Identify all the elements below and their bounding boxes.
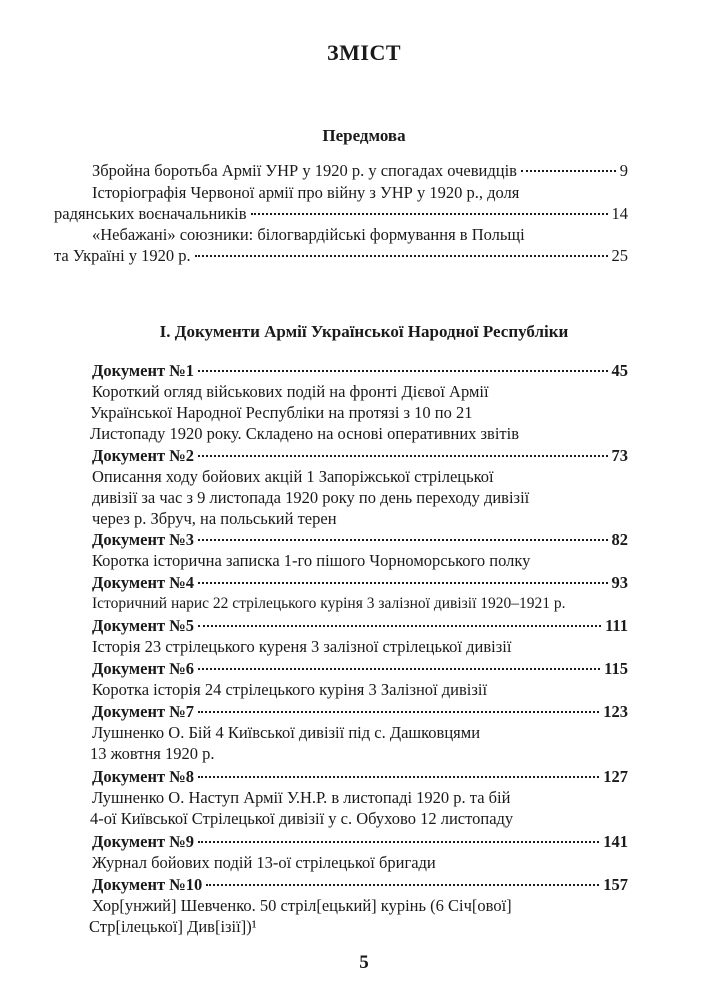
leader-dots xyxy=(198,841,599,843)
entry-title-line: радянських воєначальників xyxy=(54,204,247,223)
toc-entry-document-3[interactable] xyxy=(92,529,628,571)
leader-dots xyxy=(521,170,616,172)
leader-dots xyxy=(198,455,607,457)
toc-entry-document-6[interactable] xyxy=(92,658,628,700)
document-title-line: Стр[ілецької] Див[ізії])¹ xyxy=(89,917,257,936)
entry-title: Збройна боротьба Армії УНР у 1920 р. у спогадах очевидців xyxy=(92,161,517,180)
entry-title-line: Історіографія Червоної армії про війну з УНР у 1920 р., доля xyxy=(92,183,520,202)
page-title: ЗМІСТ xyxy=(327,40,401,65)
document-title-line: Хор[унжий] Шевченко. 50 стріл[ецький] курінь (6 Січ[ової] xyxy=(92,896,512,915)
toc-entry-document-9[interactable] xyxy=(92,831,628,873)
toc-entry-document-4[interactable] xyxy=(92,572,628,614)
toc-entry-document-7[interactable] xyxy=(92,701,628,764)
leader-dots xyxy=(198,625,601,627)
document-label: Документ №9 xyxy=(92,832,195,851)
document-title-line: Лушненко О. Бій 4 Київської дивізії під с. Дашковцями xyxy=(92,723,481,742)
document-label: Документ №8 xyxy=(92,767,195,786)
page-ref: 82 xyxy=(611,530,628,549)
page-ref: 73 xyxy=(611,446,628,465)
leader-dots xyxy=(198,776,599,778)
page-ref: 14 xyxy=(611,204,628,223)
document-label: Документ №6 xyxy=(92,659,195,678)
document-title-line: Листопаду 1920 року. Складено на основі оперативних звітів xyxy=(90,424,520,443)
preface-heading: Передмова xyxy=(322,126,406,145)
document-title-line: Історія 23 стрілецького куреня 3 залізної стрілецької дивізії xyxy=(92,637,512,656)
toc-entry-preface-3[interactable] xyxy=(54,224,628,266)
document-title-line: через р. Збруч, на польський терен xyxy=(92,509,337,528)
toc-entry-document-8[interactable] xyxy=(92,766,628,829)
document-title-line: 4-ої Київської Стрілецької дивізії у с. Обухово 12 листопаду xyxy=(90,809,514,828)
document-label: Документ №1 xyxy=(92,361,195,380)
page-ref: 93 xyxy=(611,573,628,592)
document-label: Документ №3 xyxy=(92,530,195,549)
page-ref: 45 xyxy=(611,361,628,380)
document-title-line: Коротка історична записка 1-го пішого Чорноморського полку xyxy=(92,551,531,570)
document-title-line: Української Народної Республіки на протязі з 10 по 21 xyxy=(90,403,473,422)
document-title-line: Журнал бойових подій 13-ої стрілецької бригади xyxy=(92,853,436,872)
toc-entry-document-10[interactable] xyxy=(89,874,628,937)
page-ref: 25 xyxy=(611,246,628,265)
toc-entry-document-1[interactable] xyxy=(92,360,628,444)
page-ref: 115 xyxy=(604,659,628,678)
leader-dots xyxy=(198,711,599,713)
page-ref: 141 xyxy=(603,832,628,851)
document-title-line: дивізії за час з 9 листопада 1920 року по день переходу дивізії xyxy=(92,488,530,507)
page-ref: 111 xyxy=(605,616,628,635)
document-title-line: Короткий огляд військових подій на фронті Дієвої Армії xyxy=(92,382,489,401)
toc-entry-preface-1[interactable] xyxy=(92,160,628,181)
document-title-line: Історичний нарис 22 стрілецького куріня 3 залізної дивізії 1920–1921 р. xyxy=(92,595,566,612)
document-title-line: Коротка історія 24 стрілецького куріня 3 Залізної дивізії xyxy=(92,680,488,699)
document-label: Документ №10 xyxy=(92,875,203,894)
page-ref: 9 xyxy=(619,161,628,180)
leader-dots xyxy=(198,370,607,372)
document-title-line: 13 жовтня 1920 р. xyxy=(90,744,215,763)
document-title-line: Лушненко О. Наступ Армії У.Н.Р. в листопаді 1920 р. та бій xyxy=(92,788,511,807)
document-label: Документ №7 xyxy=(92,702,195,721)
page-ref: 123 xyxy=(603,702,628,721)
toc-entry-document-2[interactable] xyxy=(92,445,628,529)
entry-title-line: та Україні у 1920 р. xyxy=(54,246,191,265)
entry-title-line: «Небажані» союзники: білогвардійські формування в Польщі xyxy=(92,225,525,244)
page-ref: 127 xyxy=(603,767,628,786)
leader-dots xyxy=(198,668,600,670)
document-title-line: Описання ходу бойових акцій 1 Запоріжської стрілецької xyxy=(92,467,494,486)
toc-entry-document-5[interactable] xyxy=(92,615,628,657)
page-ref: 157 xyxy=(603,875,628,894)
document-label: Документ №5 xyxy=(92,616,195,635)
leader-dots xyxy=(198,582,607,584)
document-label: Документ №4 xyxy=(92,573,195,592)
leader-dots xyxy=(198,539,607,541)
toc-entry-preface-2[interactable] xyxy=(54,182,628,224)
section-heading: I. Документи Армії Української Народної Республіки xyxy=(159,322,569,341)
leader-dots xyxy=(195,255,608,257)
document-label: Документ №2 xyxy=(92,446,195,465)
page-number: 5 xyxy=(359,952,369,973)
leader-dots xyxy=(251,213,608,215)
leader-dots xyxy=(206,884,599,886)
